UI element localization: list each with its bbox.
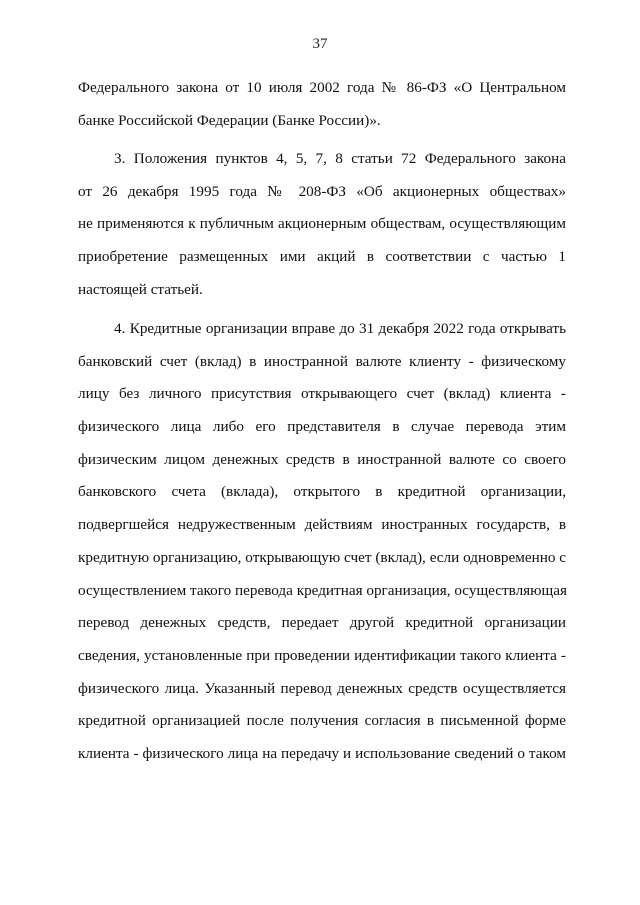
text-line: от 26 декабря 1995 года № 208-ФЗ «Об акционерных обществах» xyxy=(78,182,566,200)
text-line: кредитной организацией после получения согласия в письменной форме xyxy=(78,712,566,730)
text-line: банковского счета (вклада), открытого в кредитной организации, xyxy=(78,483,566,501)
text-line: лицу без личного присутствия открывающего счет (вклад) клиента - xyxy=(78,385,566,403)
text-line: 4. Кредитные организации вправе до 31 декабря 2022 года открывать xyxy=(114,320,566,337)
text-line: 3. Положения пунктов 4, 5, 7, 8 статьи 72 Федерального закона xyxy=(114,150,566,167)
text-line: кредитную организацию, открывающую счет (вклад), если одновременно с xyxy=(78,548,566,566)
text-line: физического лица. Указанный перевод денежных средств осуществляется xyxy=(78,679,566,697)
text-line: физическим лицом денежных средств в иностранной валюте со своего xyxy=(78,450,566,468)
text-line: подвергшейся недружественным действиям иностранных государств, в xyxy=(78,516,566,534)
paragraph-continuation xyxy=(78,72,566,137)
text-line: осуществлением такого перевода кредитная организация, осуществляющая xyxy=(78,581,567,599)
text-line: сведения, установленные при проведении идентификации такого клиента - xyxy=(78,646,566,664)
text-line: настоящей статьей. xyxy=(78,280,203,298)
text-line: приобретение размещенных ими акций в соответствии с частью 1 xyxy=(78,248,566,266)
paragraph-item-4 xyxy=(78,313,566,771)
text-line: Федерального закона от 10 июля 2002 года № 86-ФЗ «О Центральном xyxy=(78,79,566,96)
page-number: 37 xyxy=(312,36,328,52)
paragraph-item-3 xyxy=(78,143,566,306)
text-line: клиента - физического лица на передачу и использование сведений о таком xyxy=(78,744,566,762)
text-line: банковский счет (вклад) в иностранной валюте клиенту - физическому xyxy=(78,352,566,370)
text-line: банке Российской Федерации (Банке России)». xyxy=(78,111,381,129)
text-line: не применяются к публичным акционерным обществам, осуществляющим xyxy=(78,215,566,233)
text-line: перевод денежных средств, передает другой кредитной организации xyxy=(78,614,566,632)
text-line: физического лица либо его представителя в случае перевода этим xyxy=(78,418,566,436)
